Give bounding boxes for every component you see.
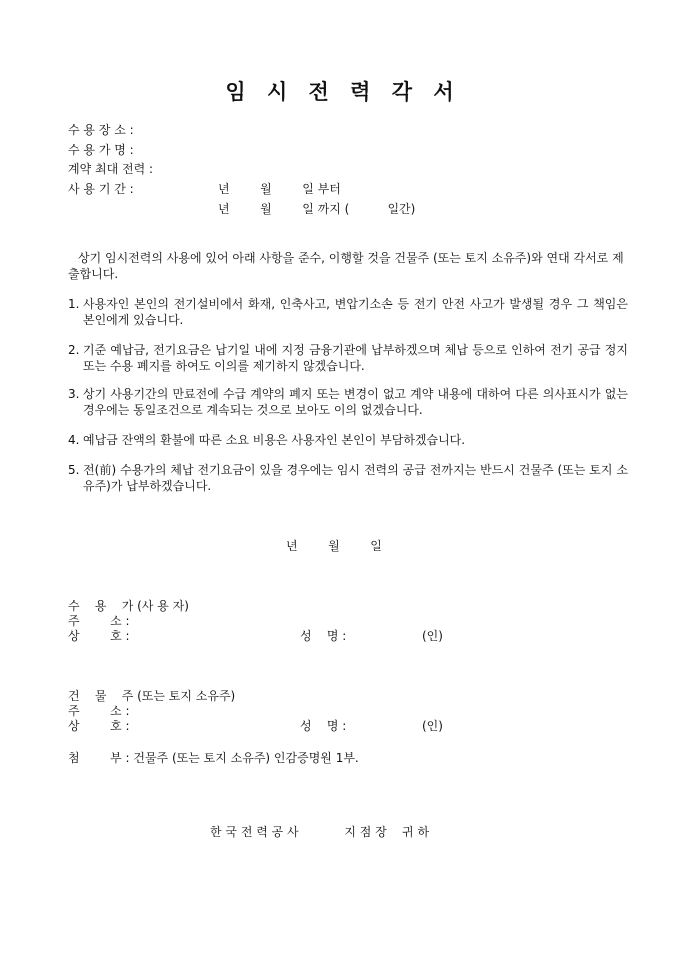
owner-address-label: 주 소 : [68,704,130,718]
attachment-line: 첨 부 : 건물주 (또는 토지 소유주) 인감증명원 1부. [68,751,359,765]
owner-seal: (인) [422,719,443,733]
list-item [68,432,628,448]
date-line: 년 월 일 [286,539,382,553]
owner-heading: 건 물 주 (또는 토지 소유주) [68,689,236,703]
item-text: 기준 예납금, 전기요금은 납기일 내에 지정 금융기관에 납부하겠으며 체납 등으로 인하여 전기 공급 정지 또는 수용 폐지를 하여도 이의를 제기하지 않겠습니다. [83,343,628,373]
user-address-label: 주 소 : [68,614,130,628]
period-end: 년 월 일 까지 ( 일간) [218,202,416,216]
item-number: 3. [68,387,80,401]
user-heading: 수 용 가 (사 용 자) [68,599,189,613]
intro-paragraph: 상기 임시전력의 사용에 있어 아래 사항을 준수, 이행할 것을 건물주 (또는 토지 소유주)와 연대 각서로 제출합니다. [68,251,624,281]
list-item [68,386,628,418]
item-text: 예납금 잔액의 환불에 따른 소요 비용은 사용자인 본인이 부담하겠습니다. [83,433,466,447]
period-label: 사 용 기 간 : [68,182,134,196]
owner-name-label: 성 명 : [300,719,347,733]
item-text: 사용자인 본인의 전기설비에서 화재, 인축사고, 변압기소손 등 전기 안전 사고가 발생될 경우 그 책임은 본인에게 있습니다. [83,297,628,327]
user-name-label: 성 명 : [300,629,347,643]
user-company-label: 상 호 : [68,629,130,643]
document-title: 임 시 전 력 각 서 [225,79,455,104]
item-number: 2. [68,343,80,357]
max-power-label: 계약 최대 전력 : [68,162,154,176]
list-item [68,462,628,494]
item-text: 전(前) 수용가의 체납 전기요금이 있을 경우에는 임시 전력의 공급 전까지는 반드시 건물주 (또는 토지 소유주)가 납부하겠습니다. [83,463,628,493]
recipient-line: 한 국 전 력 공 사 지 점 장 귀 하 [210,825,430,839]
user-seal: (인) [422,629,443,643]
location-label: 수 용 장 소 : [68,123,134,137]
list-item [68,342,628,374]
list-item [68,296,628,328]
item-number: 1. [68,297,80,311]
owner-company-label: 상 호 : [68,719,130,733]
period-start: 년 월 일 부터 [218,182,341,196]
item-number: 4. [68,433,80,447]
item-number: 5. [68,463,80,477]
item-text: 상기 사용기간의 만료전에 수급 계약의 폐지 또는 변경이 없고 계약 내용에 대하여 다른 의사표시가 없는 경우에는 동일조건으로 계속되는 것으로 보아도 이의 없겠습니다. [83,387,628,417]
customer-label: 수 용 가 명 : [68,143,134,157]
